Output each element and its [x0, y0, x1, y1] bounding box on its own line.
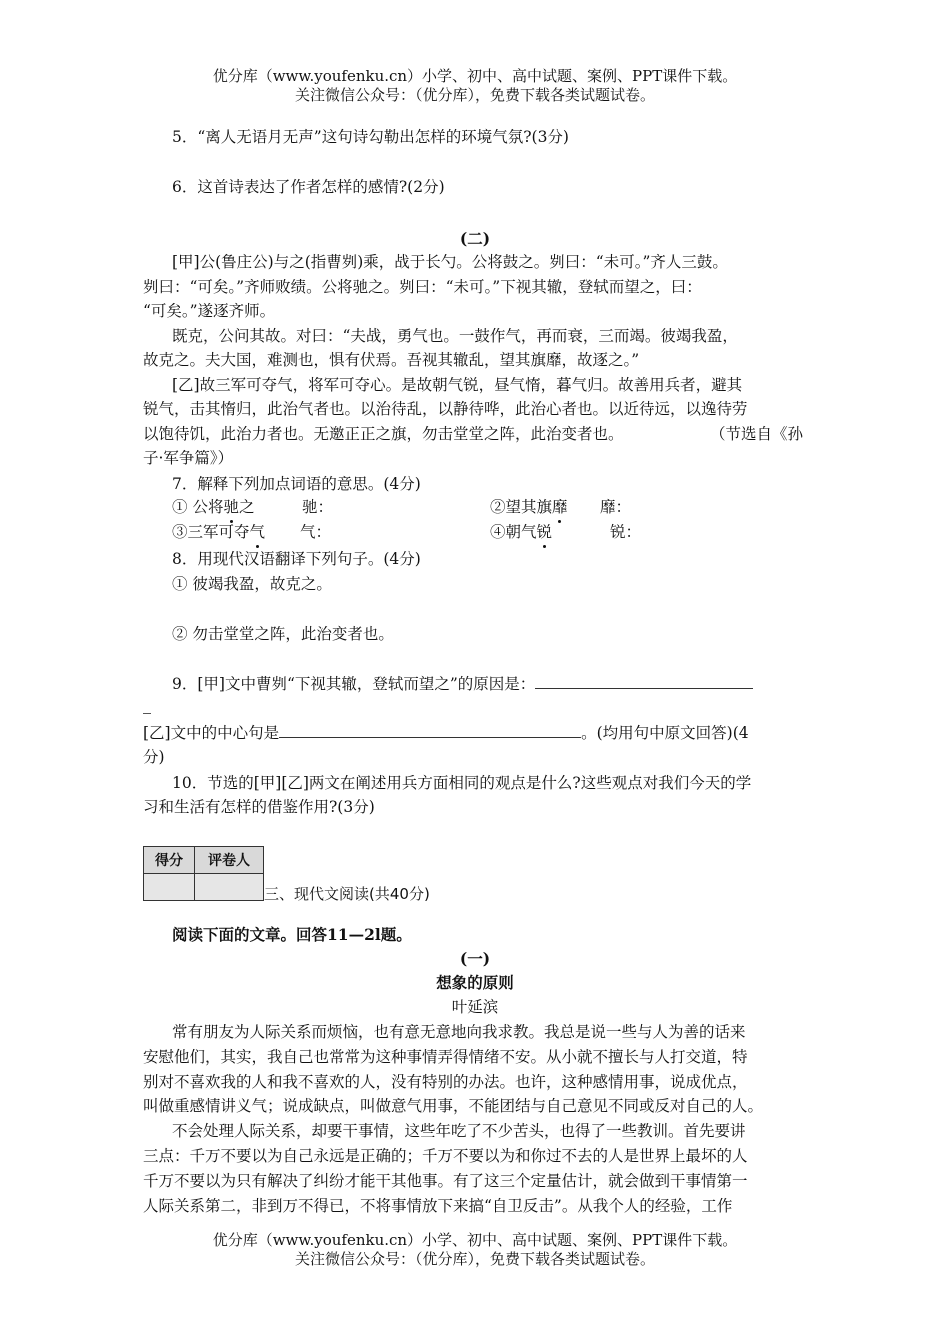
jia-line: 故克之。夫大国，难测也，惧有伏焉。吾视其辙乱，望其旗靡，故逐之。” — [143, 351, 640, 369]
part-one-heading: (一) — [459, 949, 491, 968]
grader-header: 评卷人 — [195, 847, 264, 874]
q9-text: 9．[甲]文中曹刿“下视其辙，登轼而望之”的原因是： — [172, 675, 536, 693]
q7-item-4 — [490, 521, 552, 543]
dotted-word: 气 — [249, 523, 266, 541]
question-9-line-2 — [143, 722, 749, 744]
dotted-word: 靡 — [552, 498, 568, 516]
question-5: 5．“离人无语月无声”这句诗勾勒出怎样的环境气氛?(3分) — [172, 128, 569, 146]
article-line: 三点：千万不要以为自己永远是正确的；千万不要以为和你过不去的人是世界上最坏的人 — [143, 1147, 748, 1165]
q7-item-3 — [172, 521, 265, 543]
question-10: 习和生活有怎样的借鉴作用?(3分) — [143, 798, 375, 816]
dotted-word: 锐 — [536, 523, 553, 541]
yi-line: 以饱待饥，此治力者也。无邀正正之旗，勿击堂堂之阵，此治变者也。 — [143, 425, 624, 443]
grader-cell[interactable] — [195, 874, 264, 901]
jia-line: 刿曰：“可矣。”齐师败绩。公将驰之。刿曰：“未可。”下视其辙，登轼而望之，曰： — [143, 278, 702, 296]
q7-item-2 — [490, 496, 568, 518]
score-cell[interactable] — [144, 874, 195, 901]
yi-line: [乙]故三军可夺气，将军可夺心。是故朝气锐，昼气惰，暮气归。故善用兵者，避其 — [172, 376, 743, 394]
article-line: 千万不要以为只有解决了纠纷才能干其他事。有了这三个定量估计，就会做到干事情第一 — [143, 1172, 748, 1190]
q7-item-2-label: 靡： — [600, 498, 632, 516]
jia-line: [甲]公(鲁庄公)与之(指曹刿)乘，战于长勺。公将鼓之。刿曰：“未可。”齐人三鼓。 — [172, 253, 728, 271]
section-heading-two: (二) — [459, 229, 491, 248]
page-footer-line-1: 优分库（www.youfenku.cn）小学、初中、高中试题、案例、PPT课件下载。 — [212, 1231, 738, 1249]
item-text: 之 — [238, 498, 255, 516]
question-10: 10．节选的[甲][乙]两文在阐述用兵方面相同的观点是什么?这些观点对我们今天的学 — [172, 774, 752, 792]
q9-text: 。(均用句中原文回答)(4 — [581, 724, 749, 742]
article-line: 常有朋友为人际关系而烦恼，也有意无意地向我求教。我总是说一些与人为善的话来 — [172, 1023, 746, 1041]
question-6: 6．这首诗表达了作者怎样的感情?(2分) — [172, 178, 445, 196]
question-9-line-3: 分) — [143, 748, 165, 766]
article-line: 不会处理人际关系，却要干事情，这些年吃了不少苦头，也得了一些教训。首先要讲 — [172, 1122, 746, 1140]
page-header-line-2: 关注微信公众号：（优分库），免费下载各类试题试卷。 — [294, 86, 655, 104]
jia-line: 既克，公问其故。对曰：“夫战，勇气也。一鼓作气，再而衰，三而竭。彼竭我盈， — [172, 327, 738, 345]
article-title: 想象的原则 — [436, 973, 514, 992]
q7-item-1-label: 驰： — [302, 498, 334, 516]
item-number: ② — [490, 498, 506, 516]
yi-source-end: 子·军争篇》） — [143, 449, 234, 467]
answer-blank-continuation — [143, 713, 151, 714]
item-text: 公将 — [192, 498, 224, 516]
article-author: 叶延滨 — [451, 998, 499, 1016]
page-footer-line-2: 关注微信公众号：（优分库），免费下载各类试题试卷。 — [294, 1250, 655, 1268]
jia-line: “可矣。”遂逐齐师。 — [143, 302, 276, 320]
q9-text: [乙]文中的中心句是 — [143, 724, 280, 742]
answer-blank[interactable] — [535, 673, 753, 689]
article-line: 别对不喜欢我的人和我不喜欢的人，没有特别的办法。也许，这种感情用事，说成优点， — [143, 1073, 748, 1091]
q7-item-4-label: 锐： — [610, 523, 642, 541]
section-3-title: 三、现代文阅读(共40分) — [264, 885, 430, 903]
item-text: 三军可夺 — [187, 523, 250, 541]
q7-item-1 — [172, 496, 255, 518]
q8-sentence-2: ② 勿击堂堂之阵，此治变者也。 — [172, 625, 394, 643]
question-9 — [172, 673, 753, 695]
q7-item-3-label: 气： — [300, 523, 332, 541]
question-8-stem: 8．用现代汉语翻译下列句子。(4分) — [172, 550, 421, 568]
yi-source: （节选自《孙 — [710, 425, 804, 443]
yi-line: 锐气，击其惰归，此治气者也。以治待乱，以静待哗，此治心者也。以近待远，以逸待劳 — [143, 400, 748, 418]
article-line: 安慰他们，其实，我自己也常常为这种事情弄得情绪不安。从小就不擅长与人打交道，特 — [143, 1048, 748, 1066]
item-text: 望其旗 — [505, 498, 553, 516]
answer-blank[interactable] — [279, 722, 581, 738]
article-line: 人际关系第二，非到万不得已，不将事情放下来搞“自卫反击”。从我个人的经验，工作 — [143, 1197, 733, 1215]
dotted-word: 驰 — [223, 498, 239, 516]
article-line: 叫做重感情讲义气；说成缺点，叫做意气用事，不能团结与自己意见不同或反对自己的人。 — [143, 1097, 764, 1115]
reading-instruction: 阅读下面的文章。回答11—2l题。 — [172, 925, 412, 944]
page-header-line-1: 优分库（www.youfenku.cn）小学、初中、高中试题、案例、PPT课件下载。 — [212, 67, 738, 85]
item-number: ④ — [490, 523, 506, 541]
score-table — [143, 846, 264, 901]
item-text: 朝气 — [505, 523, 537, 541]
item-number: ③ — [172, 523, 188, 541]
score-header: 得分 — [144, 847, 195, 874]
question-7-stem: 7．解释下列加点词语的意思。(4分) — [172, 475, 421, 493]
q8-sentence-1: ① 彼竭我盈，故克之。 — [172, 575, 332, 593]
item-number: ① — [172, 498, 188, 516]
